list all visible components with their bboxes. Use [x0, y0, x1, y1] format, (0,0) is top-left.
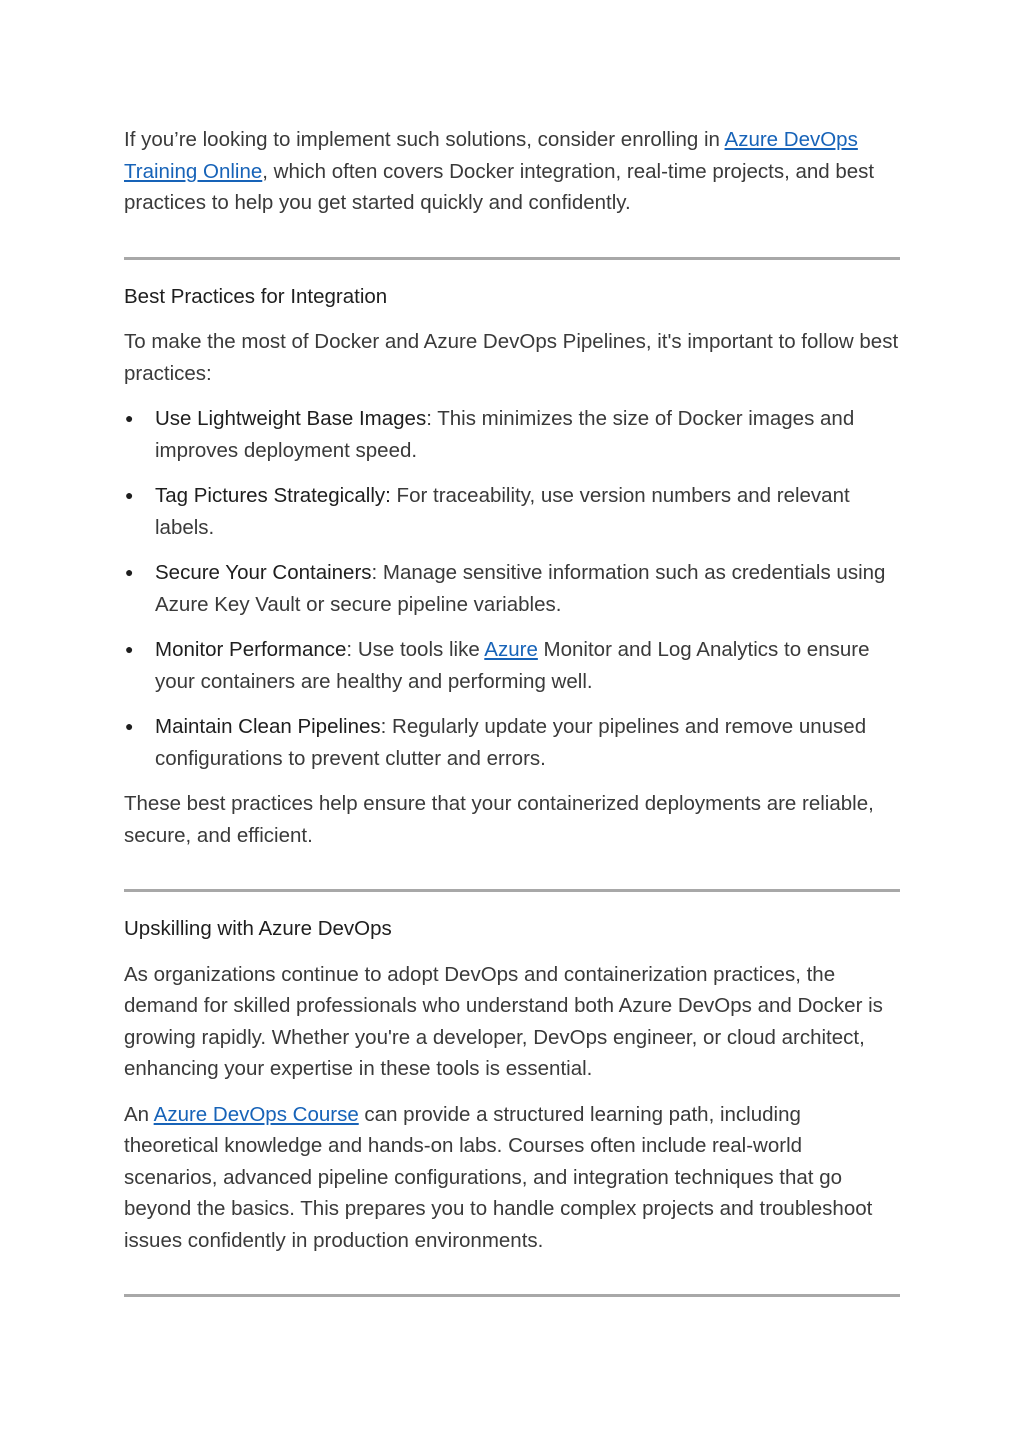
list-item-title: Use Lightweight Base Images — [155, 407, 427, 430]
section-heading-best-practices: Best Practices for Integration — [124, 284, 388, 308]
section-divider — [124, 257, 900, 260]
list-item-title: Monitor Performance — [155, 638, 347, 661]
p2-text-after-link: can provide a structured learning path, including theoretical knowledge and hands-on labs. Courses often include real-world scenarios, advanced pipeline configurations, and integration techniques that go beyond the basics. This prepares you to handle complex projects and troubleshoot issues confidently in production environments. — [124, 1102, 873, 1252]
intro-text-before-link: If you’re looking to implement such solutions, consider enrolling in — [124, 128, 725, 151]
azure-link[interactable]: Azure — [484, 638, 538, 661]
p2-text-before-link: An — [124, 1102, 154, 1126]
best-practices-closing-paragraph: These best practices help ensure that your containerized deployments are reliable, secure, and efficient. — [124, 792, 874, 847]
section-heading-upskilling: Upskilling with Azure DevOps — [124, 917, 392, 940]
best-practices-lead-paragraph: To make the most of Docker and Azure DevOps Pipelines, it's important to follow best practices: — [124, 330, 899, 385]
section-divider — [124, 1294, 900, 1297]
list-item — [124, 480, 900, 543]
list-item — [124, 557, 900, 620]
list-item — [124, 403, 900, 466]
bullet-icon: ● — [125, 564, 134, 580]
bullet-icon: ● — [125, 718, 134, 734]
bullet-icon: ● — [125, 487, 134, 503]
intro-text-after-link: , which often covers Docker integration, real-time projects, and best practices to help you get started quickly and confidently. — [124, 159, 875, 214]
azure-devops-course-link[interactable]: Azure DevOps Course — [153, 1102, 359, 1126]
upskilling-paragraph-1: As organizations continue to adopt DevOps and containerization practices, the demand for skilled professionals who understand both Azure DevOps and Docker is growing rapidly. Whether you're a developer, DevOps engineer, or cloud architect, enhancing your expertise in these tools is essential. — [124, 962, 883, 1080]
list-item-text: : Regularly update your pipelines and remove unused configurations to prevent clutter and errors. — [155, 715, 867, 770]
intro-paragraph — [124, 124, 900, 219]
bullet-icon: ● — [125, 410, 134, 426]
list-item-text: : Use tools like — [346, 638, 485, 661]
list-item-title: Tag Pictures Strategically: — [155, 484, 391, 507]
list-item-title: Maintain Clean Pipelines — [155, 715, 381, 738]
best-practices-list — [124, 403, 900, 774]
list-item-title: Secure Your Containers — [155, 561, 372, 584]
list-item-text: Monitor and Log Analytics to ensure your containers are healthy and performing well. — [155, 638, 870, 693]
bullet-icon: ● — [125, 641, 134, 657]
list-item — [124, 711, 900, 774]
list-item-text: : Manage sensitive information such as credentials using Azure Key Vault or secure pipeline variables. — [155, 561, 886, 616]
list-item-text: : This minimizes the size of Docker images and improves deployment speed. — [155, 407, 855, 462]
document-page — [124, 124, 900, 1297]
section-divider — [124, 889, 900, 892]
azure-devops-training-online-link[interactable]: Azure DevOps Training Online — [124, 128, 858, 183]
upskilling-paragraph-2 — [124, 1099, 900, 1257]
list-item — [124, 634, 900, 697]
list-item-text: For traceability, use version numbers and relevant labels. — [155, 484, 850, 539]
